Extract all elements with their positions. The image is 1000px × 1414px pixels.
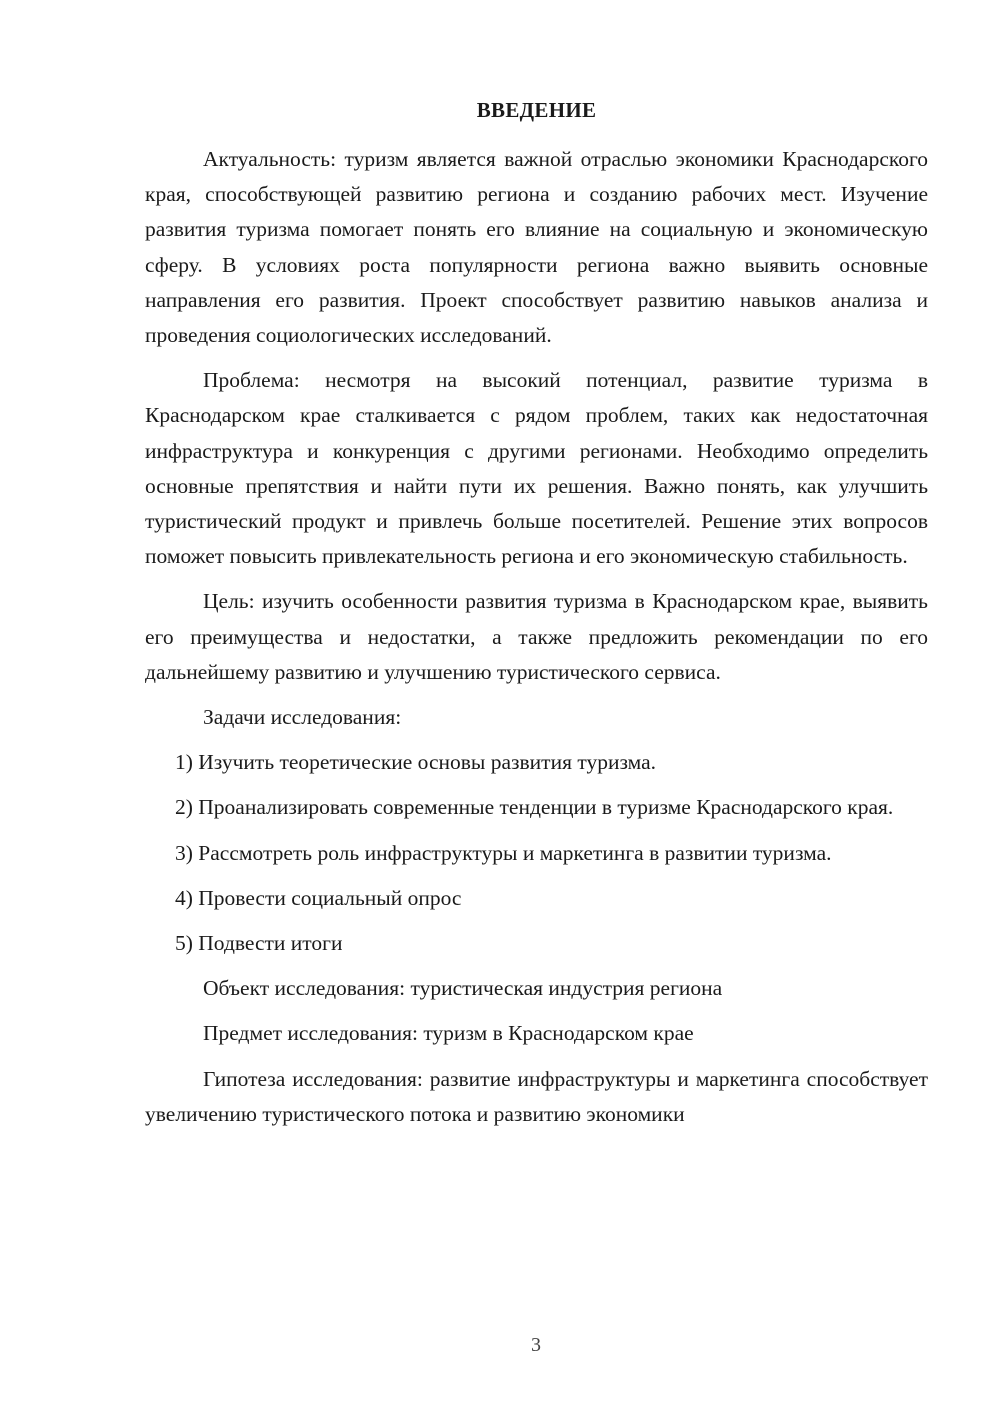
list-item: 4) Провести социальный опрос	[175, 885, 462, 910]
tasks-heading: Задачи исследования:	[203, 705, 402, 730]
page-number: 3	[531, 1334, 541, 1356]
list-item: 3) Рассмотреть роль инфраструктуры и маркетинга в развитии туризма.	[175, 840, 832, 865]
subject-paragraph: Предмет исследования: туризм в Краснодарском крае	[203, 1021, 694, 1046]
list-item: 5) Подвести итоги	[175, 931, 343, 956]
problem-paragraph: Проблема: несмотря на высокий потенциал, развитие туризма в Краснодарском крае сталкивается с рядом проблем, таких как недостаточная инфраструктура и конкуренция с другими регионами. Необходимо определить основные препятствия и найти пути их решения. Важно понять, как улучшить туристический продукт и привлечь больше посетителей. Решение этих вопросов поможет повысить привлекательность региона и его экономическую стабильность.	[145, 368, 928, 569]
object-paragraph: Объект исследования: туристическая индустрия региона	[203, 976, 723, 1001]
relevance-paragraph: Актуальность: туризм является важной отраслью экономики Краснодарского края, способствующей развитию региона и созданию рабочих мест. Изучение развития туризма помогает понять его влияние на социальную и экономическую сферу. В условиях роста популярности региона важно выявить основные направления его развития. Проект способствует развитию навыков анализа и проведения социологических исследований.	[145, 147, 928, 348]
list-item: 2) Проанализировать современные тенденции в туризме Краснодарского края.	[175, 795, 894, 820]
tasks-list	[145, 745, 928, 961]
page-title: ВВЕДЕНИЕ	[476, 98, 597, 122]
goal-paragraph: Цель: изучить особенности развития туризма в Краснодарском крае, выявить его преимущества и недостатки, а также предложить рекомендации по его дальнейшему развитию и улучшению туристического сервиса.	[145, 589, 928, 684]
list-item: 1) Изучить теоретические основы развития туризма.	[175, 750, 657, 775]
hypothesis-paragraph: Гипотеза исследования: развитие инфраструктуры и маркетинга способствует увеличению туристического потока и развитию экономики	[145, 1066, 928, 1126]
document-page	[145, 95, 928, 1142]
